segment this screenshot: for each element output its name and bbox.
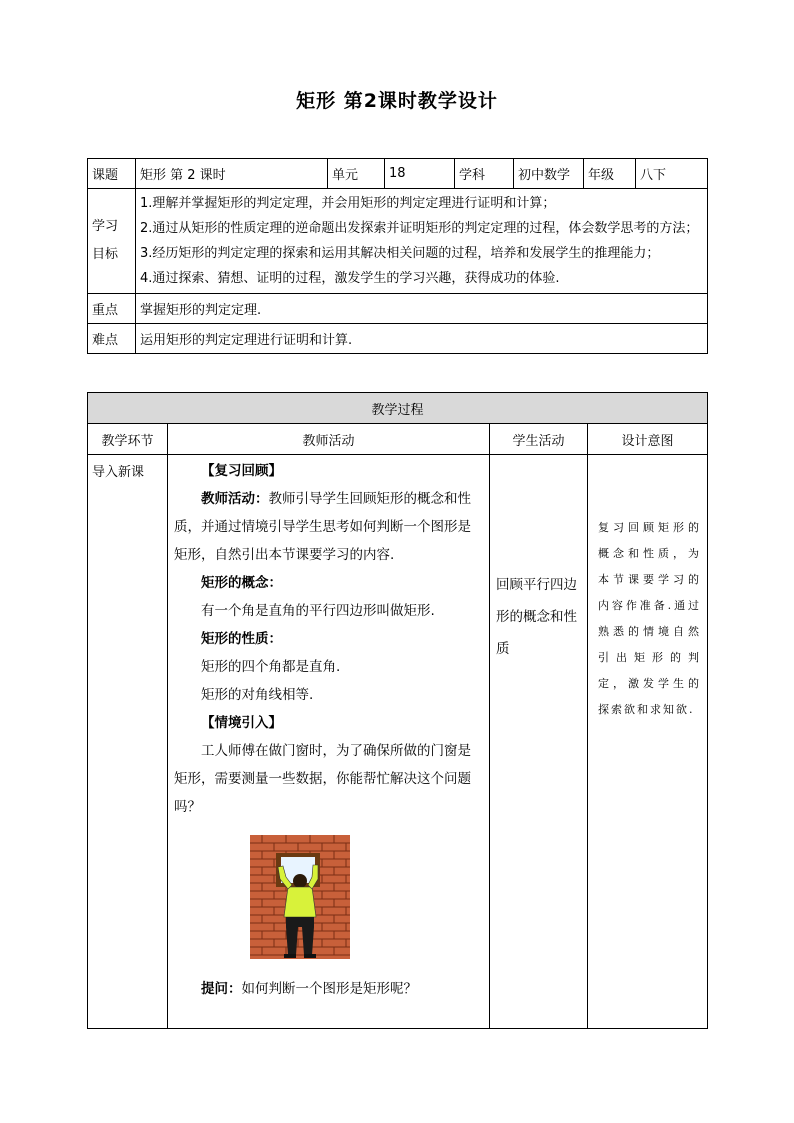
question-label: 提问：	[201, 981, 242, 997]
student-activity: 回顾平行四边形的概念和性质	[490, 455, 588, 1029]
property-1: 矩形的四个角都是直角.	[201, 659, 341, 675]
concept-text: 有一个角是直角的平行四边形叫做矩形.	[201, 603, 435, 619]
goal-item: 2.通过从矩形的性质定理的逆命题出发探索并证明矩形的判定定理的过程，体会数学思考的方法；	[140, 221, 699, 236]
activity-text: 教师引导学生回顾矩形的概念和性质，并通过情境引导学生思考如何判断一个图形是矩形，自然引出本节课要学习的内容.	[174, 491, 471, 563]
grade-value: 八下	[636, 159, 708, 189]
question-paragraph	[174, 975, 481, 1003]
difficulty-value: 运用矩形的判定定理进行证明和计算.	[136, 324, 708, 354]
header-stage: 教学环节	[88, 424, 168, 455]
question-text: 如何判断一个图形是矩形呢？	[241, 981, 417, 997]
goal-item: 1.理解并掌握矩形的判定定理，并会用矩形的判定定理进行证明和计算；	[140, 196, 556, 211]
design-intent: 复习回顾矩形的概念和性质，为本节课要学习的内容作准备.通过熟悉的情境自然引出矩形的判定，激发学生的探索欲和求知欲.	[588, 455, 708, 1029]
document-title: 矩形 第2课时教学设计	[296, 90, 498, 112]
goal-item: 4.通过探索、猜想、证明的过程，激发学生的学习兴趣，获得成功的体验.	[140, 271, 560, 286]
key-label: 重点	[88, 294, 136, 324]
key-value: 掌握矩形的判定定理.	[136, 294, 708, 324]
info-table	[87, 158, 708, 354]
topic-label: 课题	[88, 159, 136, 189]
property-heading: 矩形的性质：	[201, 631, 282, 647]
difficulty-label: 难点	[88, 324, 136, 354]
goals-label-line1: 学习	[92, 219, 119, 234]
property-2: 矩形的对角线相等.	[201, 687, 314, 703]
activity-label: 教师活动：	[201, 491, 269, 507]
teacher-activity-paragraph	[174, 485, 481, 569]
subject-label: 学科	[455, 159, 514, 189]
header-teacher: 教师活动	[168, 424, 490, 455]
process-band-title: 教学过程	[88, 393, 708, 424]
goal-item: 3.经历矩形的判定定理的探索和运用其解决相关问题的过程，培养和发展学生的推理能力；	[140, 246, 660, 261]
worker-window-image	[250, 835, 350, 959]
goals-label	[88, 189, 136, 294]
stage-name: 导入新课	[88, 455, 168, 1029]
goals-label-line2: 目标	[92, 247, 119, 262]
scenario-heading: 【情境引入】	[201, 715, 282, 731]
header-intent: 设计意图	[588, 424, 708, 455]
unit-value: 18	[385, 159, 455, 189]
review-heading: 【复习回顾】	[201, 463, 282, 479]
scenario-text: 工人师傅在做门窗时，为了确保所做的门窗是矩形，需要测量一些数据，你能帮忙解决这个问题吗？	[174, 743, 471, 815]
goals-list	[136, 189, 708, 294]
topic-value: 矩形 第 2 课时	[136, 159, 328, 189]
grade-label: 年级	[584, 159, 636, 189]
subject-value: 初中数学	[514, 159, 584, 189]
unit-label: 单元	[328, 159, 385, 189]
header-student: 学生活动	[490, 424, 588, 455]
teacher-activity	[168, 455, 490, 1029]
concept-heading: 矩形的概念：	[201, 575, 282, 591]
process-table	[87, 392, 708, 1029]
